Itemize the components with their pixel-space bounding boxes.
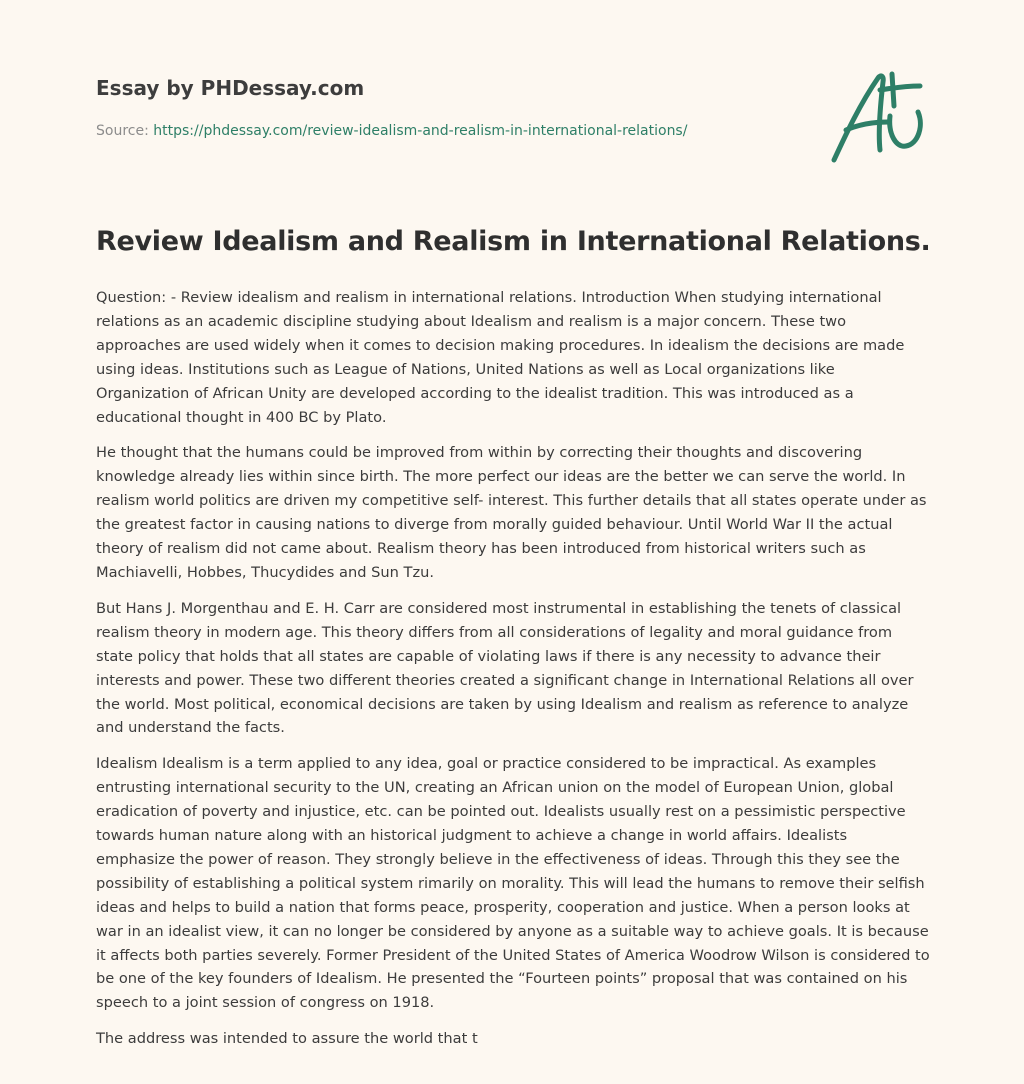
essay-title: Review Idealism and Realism in International Relations. [96, 226, 931, 257]
source-link[interactable]: https://phdessay.com/review-idealism-and-realism-in-international-relations/ [153, 123, 688, 139]
essay-paragraph: He thought that the humans could be improved from within by correcting their thoughts and discovering knowledge already lies within since birth. The more perfect our ideas are the better we can serve the world. In realism world politics are driven my competitive self- interest. This further details that all states operate under as the greatest factor in causing nations to diverge from morally guided behaviour. Until World War II the actual theory of realism did not came about. Realism theory has been introduced from historical writers such as Machiavelli, Hobbes, Thucydides and Sun Tzu. [96, 444, 927, 581]
essay-body [96, 286, 930, 1063]
essay-paragraph: Question: - Review idealism and realism in international relations. Introduction When studying international relations as an academic discipline studying about Idealism and realism is a major concern. These two approaches are used widely when it comes to decision making procedures. In idealism the decisions are made using ideas. Institutions such as League of Nations, United Nations as well as Local organizations like Organization of African Unity are developed according to the idealist tradition. This was introduced as a educational thought in 400 BC by Plato. [96, 289, 905, 426]
page-header [96, 0, 928, 190]
site-title: Essay by PHDessay.com [96, 76, 365, 100]
source-line [96, 123, 687, 139]
source-label: Source: [96, 123, 149, 139]
essay-paragraph: The address was intended to assure the world that t [96, 1030, 478, 1048]
essay-paragraph: Idealism Idealism is a term applied to any idea, goal or practice considered to be impractical. As examples entrusting international security to the UN, creating an African union on the model of European Union, global eradication of poverty and injustice, etc. can be pointed out. Idealists usually rest on a pessimistic perspective towards human nature along with an historical judgment to achieve a change in world affairs. Idealists emphasize the power of reason. They strongly believe in the effectiveness of ideas. Through this they see the possibility of establishing a political system rimarily on morality. This will lead the humans to remove their selfish ideas and helps to build a nation that forms peace, prosperity, cooperation and justice. When a person looks at war in an idealist view, it can no longer be considered by anyone as a suitable way to achieve goals. It is because it affects both parties severely. Former President of the United States of America Woodrow Wilson is considered to be one of the key founders of Idealism. He presented the “Fourteen points” proposal that was contained on his speech to a joint session of congress on 1918. [96, 755, 930, 1012]
a-plus-logo-icon [826, 64, 930, 168]
essay-paragraph: But Hans J. Morgenthau and E. H. Carr are considered most instrumental in establishing the tenets of classical realism theory in modern age. This theory differs from all considerations of legality and moral guidance from state policy that holds that all states are capable of violating laws if there is any necessity to advance their interests and power. These two different theories created a significant change in International Relations all over the world. Most political, economical decisions are taken by using Idealism and realism as reference to analyze and understand the facts. [96, 599, 914, 737]
